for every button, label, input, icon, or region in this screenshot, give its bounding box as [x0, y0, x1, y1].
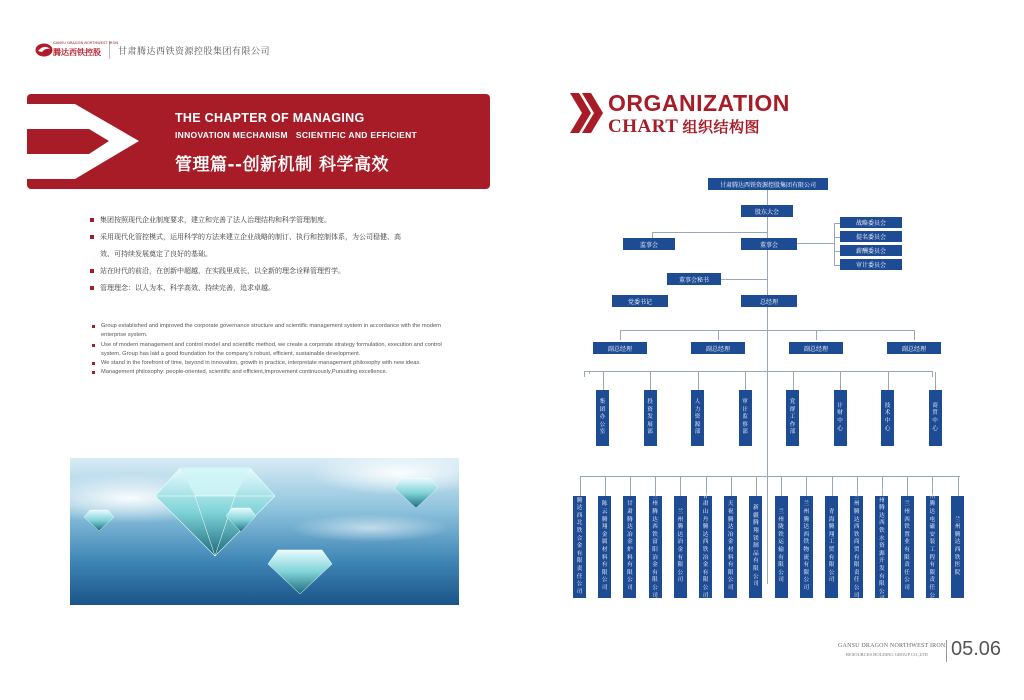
org-box-subsidiary: 陈云腾翔金属材料有限公司 — [598, 496, 611, 598]
org-box-board-secretary: 董事会秘书 — [667, 273, 721, 285]
connector — [834, 223, 835, 265]
org-box-supervisors: 监事会 — [623, 238, 675, 250]
cn-point: 集团按照现代企业制度要求，建立和完善了法人治理结构和科学管理制度。 — [90, 212, 440, 229]
banner-english-title: THE CHAPTER OF MANAGING — [175, 111, 365, 125]
org-box-party-secretary: 党委书记 — [612, 295, 668, 307]
org-box-subsidiary: 腾达西北铁合金有限责任公司 — [573, 496, 586, 598]
org-chart-subtitle: CHART 组织结构图 — [608, 116, 760, 137]
org-box-subsidiary: 兰州西铁置业有限责任公司 — [901, 496, 914, 598]
cn-point-continued: 效、可持续发展奠定了良好的基础。 — [100, 250, 212, 258]
cn-point: 采用现代化管控模式，运用科学的方法来建立企业战略的制订、执行和控制体系，为公司稳健、高 — [90, 229, 440, 246]
bullet-icon — [90, 235, 94, 239]
double-chevron-icon — [570, 93, 604, 133]
connector — [907, 477, 908, 496]
connector — [958, 477, 959, 496]
bullet-icon — [92, 362, 95, 365]
org-box-subsidiary: 兰州腾达西铁医院 — [951, 496, 964, 598]
org-box-deputy-gm: 副总经理 — [691, 342, 745, 354]
connector — [840, 372, 841, 390]
org-box-subsidiary: 青海腾翔工贸有限公司 — [825, 496, 838, 598]
bullet-icon — [92, 344, 95, 347]
connector — [767, 217, 768, 584]
connector — [816, 330, 817, 340]
english-points — [92, 322, 442, 378]
connector — [745, 372, 746, 390]
org-chart-subtitle-cn: 组织结构图 — [682, 118, 760, 136]
org-box-deputy-gm: 副总经理 — [887, 342, 941, 354]
org-box-department: 计财中心 — [834, 390, 847, 446]
org-box-subsidiary: 兰州腾达电磁安装工程有限责任公司 — [926, 496, 939, 598]
org-box-subsidiary: 新疆腾翔镁制品有限公司 — [749, 496, 762, 598]
org-box-department: 人力资源部 — [691, 390, 704, 446]
org-chart — [560, 170, 970, 610]
diamond-illustration — [70, 458, 459, 605]
connector — [932, 371, 933, 377]
org-box-subsidiary: 兰州腾达西铁物流有限公司 — [800, 496, 813, 598]
header-company-name: 甘肃腾达西铁资源控股集团有限公司 — [118, 46, 271, 57]
banner-chinese-title: 管理篇--创新机制 科学高效 — [175, 155, 390, 175]
connector — [620, 330, 914, 331]
en-point: Use of modern management and control model and scientific method, we create a corporate strategy formulation, execution and control system. Group has laid a good foundation for the company's robust, efficient, sustainable development. — [92, 341, 442, 360]
en-point: We stand in the forefront of time, beyond in innovation, growth in practice, interpretate management philosophy with new ideas. — [92, 359, 442, 368]
banner-english-subtitle: INNOVATION MECHANISM SCIENTIFIC AND EFFICIENT — [175, 130, 418, 140]
connector — [914, 330, 915, 340]
connector — [698, 372, 699, 390]
connector — [888, 372, 889, 390]
org-box-deputy-gm: 副总经理 — [789, 342, 843, 354]
dragon-logo-icon — [35, 43, 53, 57]
org-box-committee: 提名委员会 — [840, 231, 902, 242]
org-box-committee: 审计委员会 — [840, 259, 902, 270]
cn-point: 站在时代的前沿，在创新中超越，在实践里成长，以全新的理念诠释管理哲学。 — [90, 263, 440, 280]
org-box-subsidiary: 兰州陇铁运输有限公司 — [775, 496, 788, 598]
page-header — [35, 38, 270, 62]
footer-company-line2: RESOURCES HOLDING GROUP CO.,LTD — [846, 652, 928, 657]
connector — [652, 232, 768, 233]
org-box-subsidiary: 兰州腾达西铁富阳冶金有限公司 — [649, 496, 662, 598]
org-box-subsidiary: 甘肃山丹腾达西铁冶金有限公司 — [699, 496, 712, 598]
connector — [793, 372, 794, 390]
connector — [797, 243, 834, 244]
connector — [584, 371, 932, 372]
connector — [605, 477, 606, 496]
connector — [756, 477, 757, 496]
connector — [620, 330, 621, 340]
connector — [580, 477, 581, 496]
org-box-department: 党群工作部 — [786, 390, 799, 446]
org-box-subsidiary: 甘肃腾达冶金炉料有限公司 — [623, 496, 636, 598]
org-box-deputy-gm: 副总经理 — [593, 342, 647, 354]
bullet-icon — [90, 218, 94, 222]
connector — [731, 477, 732, 496]
logo-chinese: 腾达西铁控股 — [53, 48, 101, 57]
org-box-committee: 薪酬委员会 — [840, 245, 902, 256]
connector — [680, 477, 681, 496]
en-point: Group established and improved the corporate governance structure and scientific management system in accordance with the modern enterprise system. — [92, 322, 442, 341]
org-box-board: 董事会 — [741, 238, 797, 250]
org-box-department: 投资发展部 — [644, 390, 657, 446]
diamond-sky-photo — [70, 458, 459, 605]
org-box-department: 技术中心 — [881, 390, 894, 446]
cn-point: 管理理念：以人为本、科学高效、持续完善，追求卓越。 — [90, 280, 440, 297]
bullet-icon — [90, 269, 94, 273]
connector — [806, 477, 807, 496]
connector — [580, 476, 960, 477]
page-footer — [808, 638, 1002, 662]
connector — [584, 371, 585, 377]
org-box-shareholders: 股东大会 — [741, 205, 793, 217]
org-box-subsidiary: 兰州腾达西铁商贸有限责任公司 — [850, 496, 863, 598]
chinese-points — [90, 212, 440, 297]
connector — [935, 372, 936, 390]
org-chart-title: ORGANIZATION — [608, 90, 790, 116]
org-box-subsidiary: 天祝腾达冶金材料有限公司 — [724, 496, 737, 598]
bullet-icon — [90, 286, 94, 290]
connector — [630, 477, 631, 496]
org-box-subsidiary: 兰州腾达冶金有限公司 — [674, 496, 687, 598]
logo-english: GANSU DRAGON NORTHWEST IRON — [53, 41, 119, 45]
connector — [767, 190, 768, 206]
en-point: Management philosophy: people-oriented, scientific and efficient,Improvement continuously,Pursuiting excellence. — [92, 368, 442, 377]
connector — [832, 477, 833, 496]
footer-company-line1: GANSU DRAGON NORTHWEST IRON — [838, 643, 946, 649]
org-box-gm: 总经理 — [741, 295, 797, 307]
org-box-department: 商贸中心 — [929, 390, 942, 446]
chapter-banner — [27, 94, 490, 189]
page-number: 05.06 — [951, 638, 1002, 660]
org-box-subsidiary: 兰州腾达西铁水资源开发有限公司 — [875, 496, 888, 598]
company-logo — [35, 39, 119, 61]
org-box-department: 审计监察部 — [739, 390, 752, 446]
connector — [718, 330, 719, 340]
org-box-department: 集团办公室 — [596, 390, 609, 446]
footer-divider — [946, 640, 947, 662]
white-arrow-icon — [27, 94, 167, 189]
org-box-top: 甘肃腾达西铁资源控股集团有限公司 — [708, 178, 828, 190]
org-box-committee: 战略委员会 — [840, 217, 902, 228]
bullet-icon — [92, 325, 95, 328]
bullet-icon — [92, 371, 95, 374]
connector — [603, 372, 604, 390]
connector — [650, 372, 651, 390]
connector — [781, 477, 782, 496]
